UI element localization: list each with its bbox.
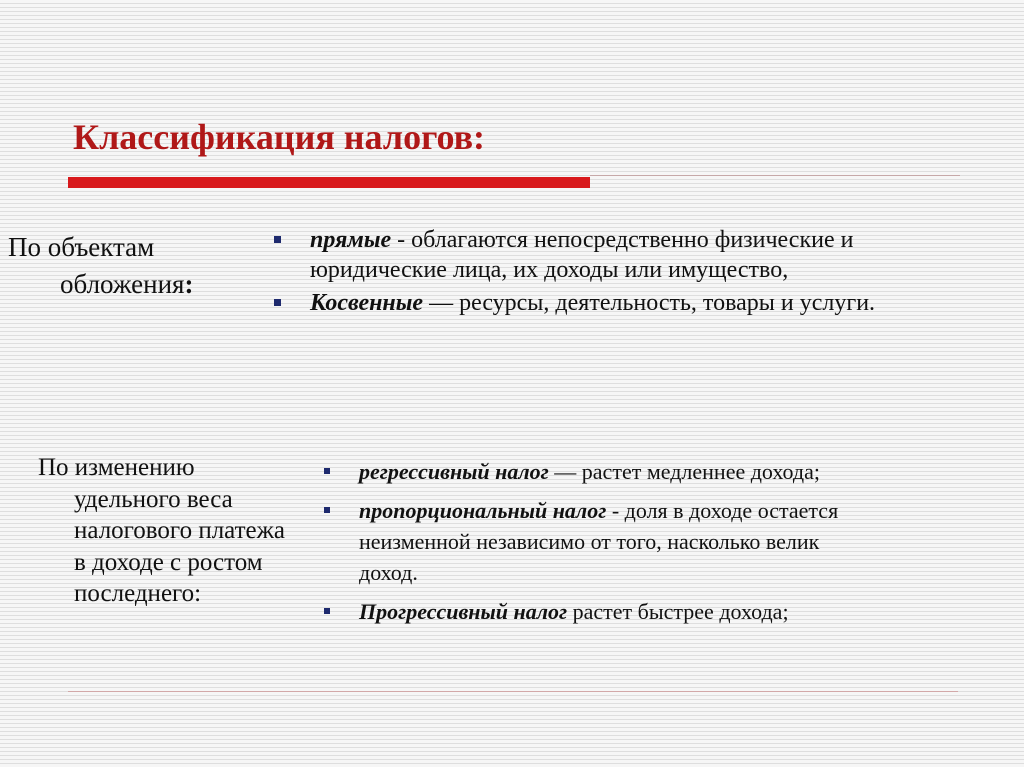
square-bullet-icon (274, 299, 281, 306)
term-direct: прямые (310, 227, 392, 253)
section-weight-label (38, 452, 298, 610)
section-objects-label-colon: : (184, 269, 194, 299)
term-progressive: Прогрессивный налог (359, 599, 568, 624)
definition-proportional: - доля в доходе остается неизменной независимо от того, насколько велик доход. (359, 498, 839, 585)
list-item-direct-tax (272, 225, 992, 285)
bottom-divider (68, 691, 958, 692)
square-bullet-icon (274, 236, 281, 243)
section-weight-list (320, 456, 860, 635)
title-underline-thin (590, 175, 960, 176)
section-objects-label-line2 (8, 266, 258, 303)
list-item-indirect-tax (272, 288, 992, 318)
term-proportional: пропорциональный налог (359, 498, 607, 523)
list-item-progressive-tax (320, 596, 860, 627)
square-bullet-icon (324, 468, 330, 474)
title-underline-bar (68, 177, 590, 188)
definition-regressive: — растет медленнее дохода; (548, 459, 820, 484)
section-weight-label-first: По изменению (38, 454, 195, 481)
section-weight-label-rest: удельного веса налогового платежа в доходе с ростом последнего: (74, 485, 286, 607)
list-item-proportional-tax (320, 495, 860, 588)
term-regressive: регрессивный налог (359, 459, 549, 484)
section-objects-list (272, 225, 992, 321)
list-item-regressive-tax (320, 456, 860, 487)
slide-title: Классификация налогов: (73, 117, 486, 157)
square-bullet-icon (324, 507, 330, 513)
definition-indirect: — ресурсы, деятельность, товары и услуги. (423, 290, 876, 316)
square-bullet-icon (324, 608, 330, 614)
section-objects-label-line1: По объектам (8, 232, 155, 262)
definition-progressive: растет быстрее дохода; (567, 599, 789, 624)
section-objects-label-text: обложения (60, 269, 185, 299)
term-indirect: Косвенные (310, 290, 424, 316)
definition-direct: - облагаются непосредственно физические и юридические лица, их доходы или имущество, (310, 227, 854, 283)
section-objects-label (8, 229, 258, 303)
